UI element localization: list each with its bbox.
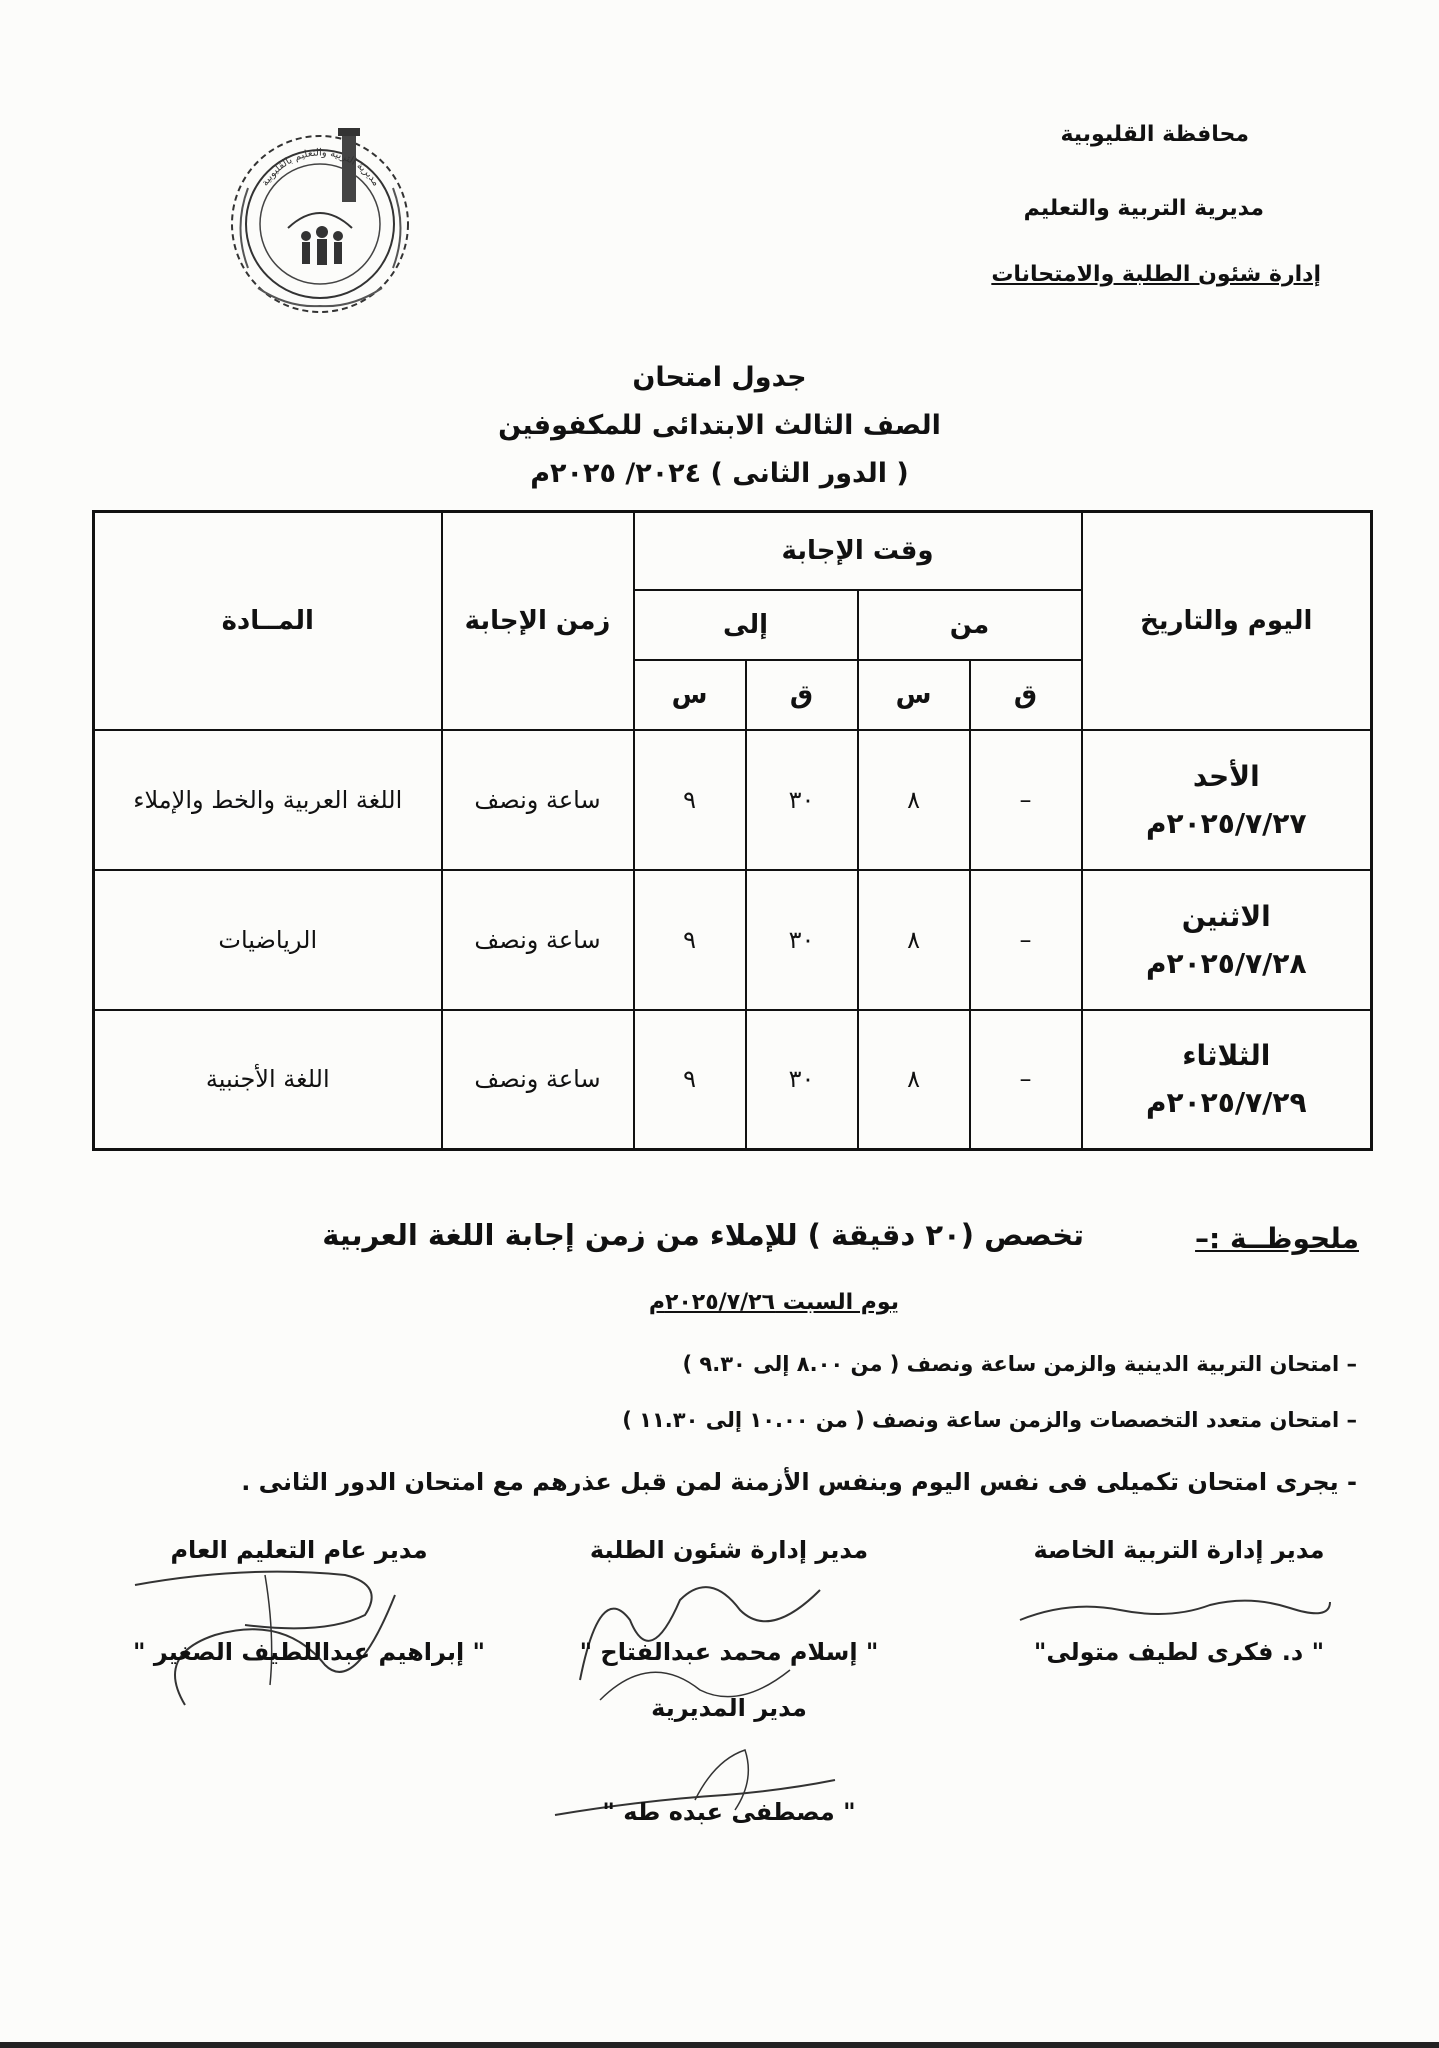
to-hours: ٩	[634, 870, 746, 1010]
special-ed-name: " د. فكرى لطيف متولى"	[1033, 1638, 1325, 1666]
directorate-name: مديرية التربية والتعليم	[1023, 196, 1264, 221]
exam-date: ٢٠٢٥/٧/٢٩م	[1145, 1086, 1307, 1120]
to-minutes: ٣٠	[746, 870, 858, 1010]
from-minutes: –	[970, 870, 1082, 1010]
to-hours: ٩	[634, 1010, 746, 1150]
day-date-cell	[1082, 730, 1372, 870]
day-name: الاثنين	[1181, 899, 1271, 933]
from-hours: ٨	[858, 870, 970, 1010]
header-answer-time: وقت الإجابة	[634, 512, 1082, 590]
directorate-head-title: مدير المديرية	[651, 1694, 807, 1722]
header-from-hours: س	[858, 660, 970, 730]
to-hours: ٩	[634, 730, 746, 870]
department-name: إدارة شئون الطلبة والامتحانات	[991, 262, 1321, 287]
table-row	[94, 1010, 1372, 1150]
subject: الرياضيات	[94, 870, 442, 1010]
header-from-minutes: ق	[970, 660, 1082, 730]
exam-date: ٢٠٢٥/٧/٢٧م	[1145, 806, 1307, 840]
directorate-seal	[218, 118, 423, 318]
note-label: ملحوظــة :–	[1195, 1222, 1359, 1255]
exam-date: ٢٠٢٥/٧/٢٨م	[1145, 946, 1307, 980]
from-hours: ٨	[858, 1010, 970, 1150]
header-duration: زمن الإجابة	[442, 512, 634, 730]
from-minutes: –	[970, 730, 1082, 870]
table-row	[94, 870, 1372, 1010]
day-name: الثلاثاء	[1182, 1039, 1271, 1073]
seal-text: مديرية التربية والتعليم بالقليوبية	[259, 147, 382, 189]
general-ed-title: مدير عام التعليم العام	[170, 1536, 428, 1564]
special-ed-title: مدير إدارة التربية الخاصة	[1033, 1536, 1325, 1564]
day-name: الأحد	[1192, 759, 1260, 793]
note-item-religion: – امتحان التربية الدينية والزمن ساعة ونصف ( من ٨.٠٠ إلى ٩.٣٠ )	[682, 1352, 1357, 1376]
table-row	[94, 730, 1372, 870]
student-affairs-title: مدير إدارة شئون الطلبة	[589, 1536, 869, 1564]
to-minutes: ٣٠	[746, 730, 858, 870]
subject: اللغة العربية والخط والإملاء	[94, 730, 442, 870]
header-day-date: اليوم والتاريخ	[1082, 512, 1372, 730]
exam-schedule-table	[92, 510, 1373, 1151]
duration: ساعة ونصف	[442, 870, 634, 1010]
day-date-cell	[1082, 870, 1372, 1010]
page-subtitle: الصف الثالث الابتدائى للمكفوفين	[498, 410, 941, 441]
general-ed-name: " إبراهيم عبداللطيف الصغير "	[132, 1638, 486, 1666]
scan-edge	[0, 2042, 1439, 2048]
directorate-head-name: " مصطفى عبده طه "	[602, 1798, 856, 1826]
from-minutes: –	[970, 1010, 1082, 1150]
header-from: من	[858, 590, 1082, 660]
subject: اللغة الأجنبية	[94, 1010, 442, 1150]
special-ed-signature	[1010, 1580, 1340, 1630]
note-saturday: يوم السبت ٢٠٢٥/٧/٢٦م	[648, 1290, 899, 1315]
header-to-minutes: ق	[746, 660, 858, 730]
page-title: جدول امتحان	[632, 362, 807, 393]
day-date-cell	[1082, 1010, 1372, 1150]
note-main: تخصص (٢٠ دقيقة ) للإملاء من زمن إجابة اللغة العربية	[322, 1218, 1084, 1252]
header-to-hours: س	[634, 660, 746, 730]
governorate-name: محافظة القليوبية	[1060, 122, 1249, 147]
to-minutes: ٣٠	[746, 1010, 858, 1150]
duration: ساعة ونصف	[442, 1010, 634, 1150]
header-subject: المــادة	[94, 512, 442, 730]
exam-round: ( الدور الثانى ) ٢٠٢٤/ ٢٠٢٥م	[530, 458, 909, 489]
header-to: إلى	[634, 590, 858, 660]
note-item-multidisciplinary: – امتحان متعدد التخصصات والزمن ساعة ونصف ( من ١٠.٠٠ إلى ١١.٣٠ )	[622, 1408, 1357, 1432]
note-item-makeup: - يجرى امتحان تكميلى فى نفس اليوم وبنفس الأزمنة لمن قبل عذرهم مع امتحان الدور الثانى .	[241, 1468, 1357, 1496]
student-affairs-name: " إسلام محمد عبدالفتاح "	[579, 1638, 879, 1666]
duration: ساعة ونصف	[442, 730, 634, 870]
from-hours: ٨	[858, 730, 970, 870]
student-affairs-signature	[560, 1560, 860, 1710]
